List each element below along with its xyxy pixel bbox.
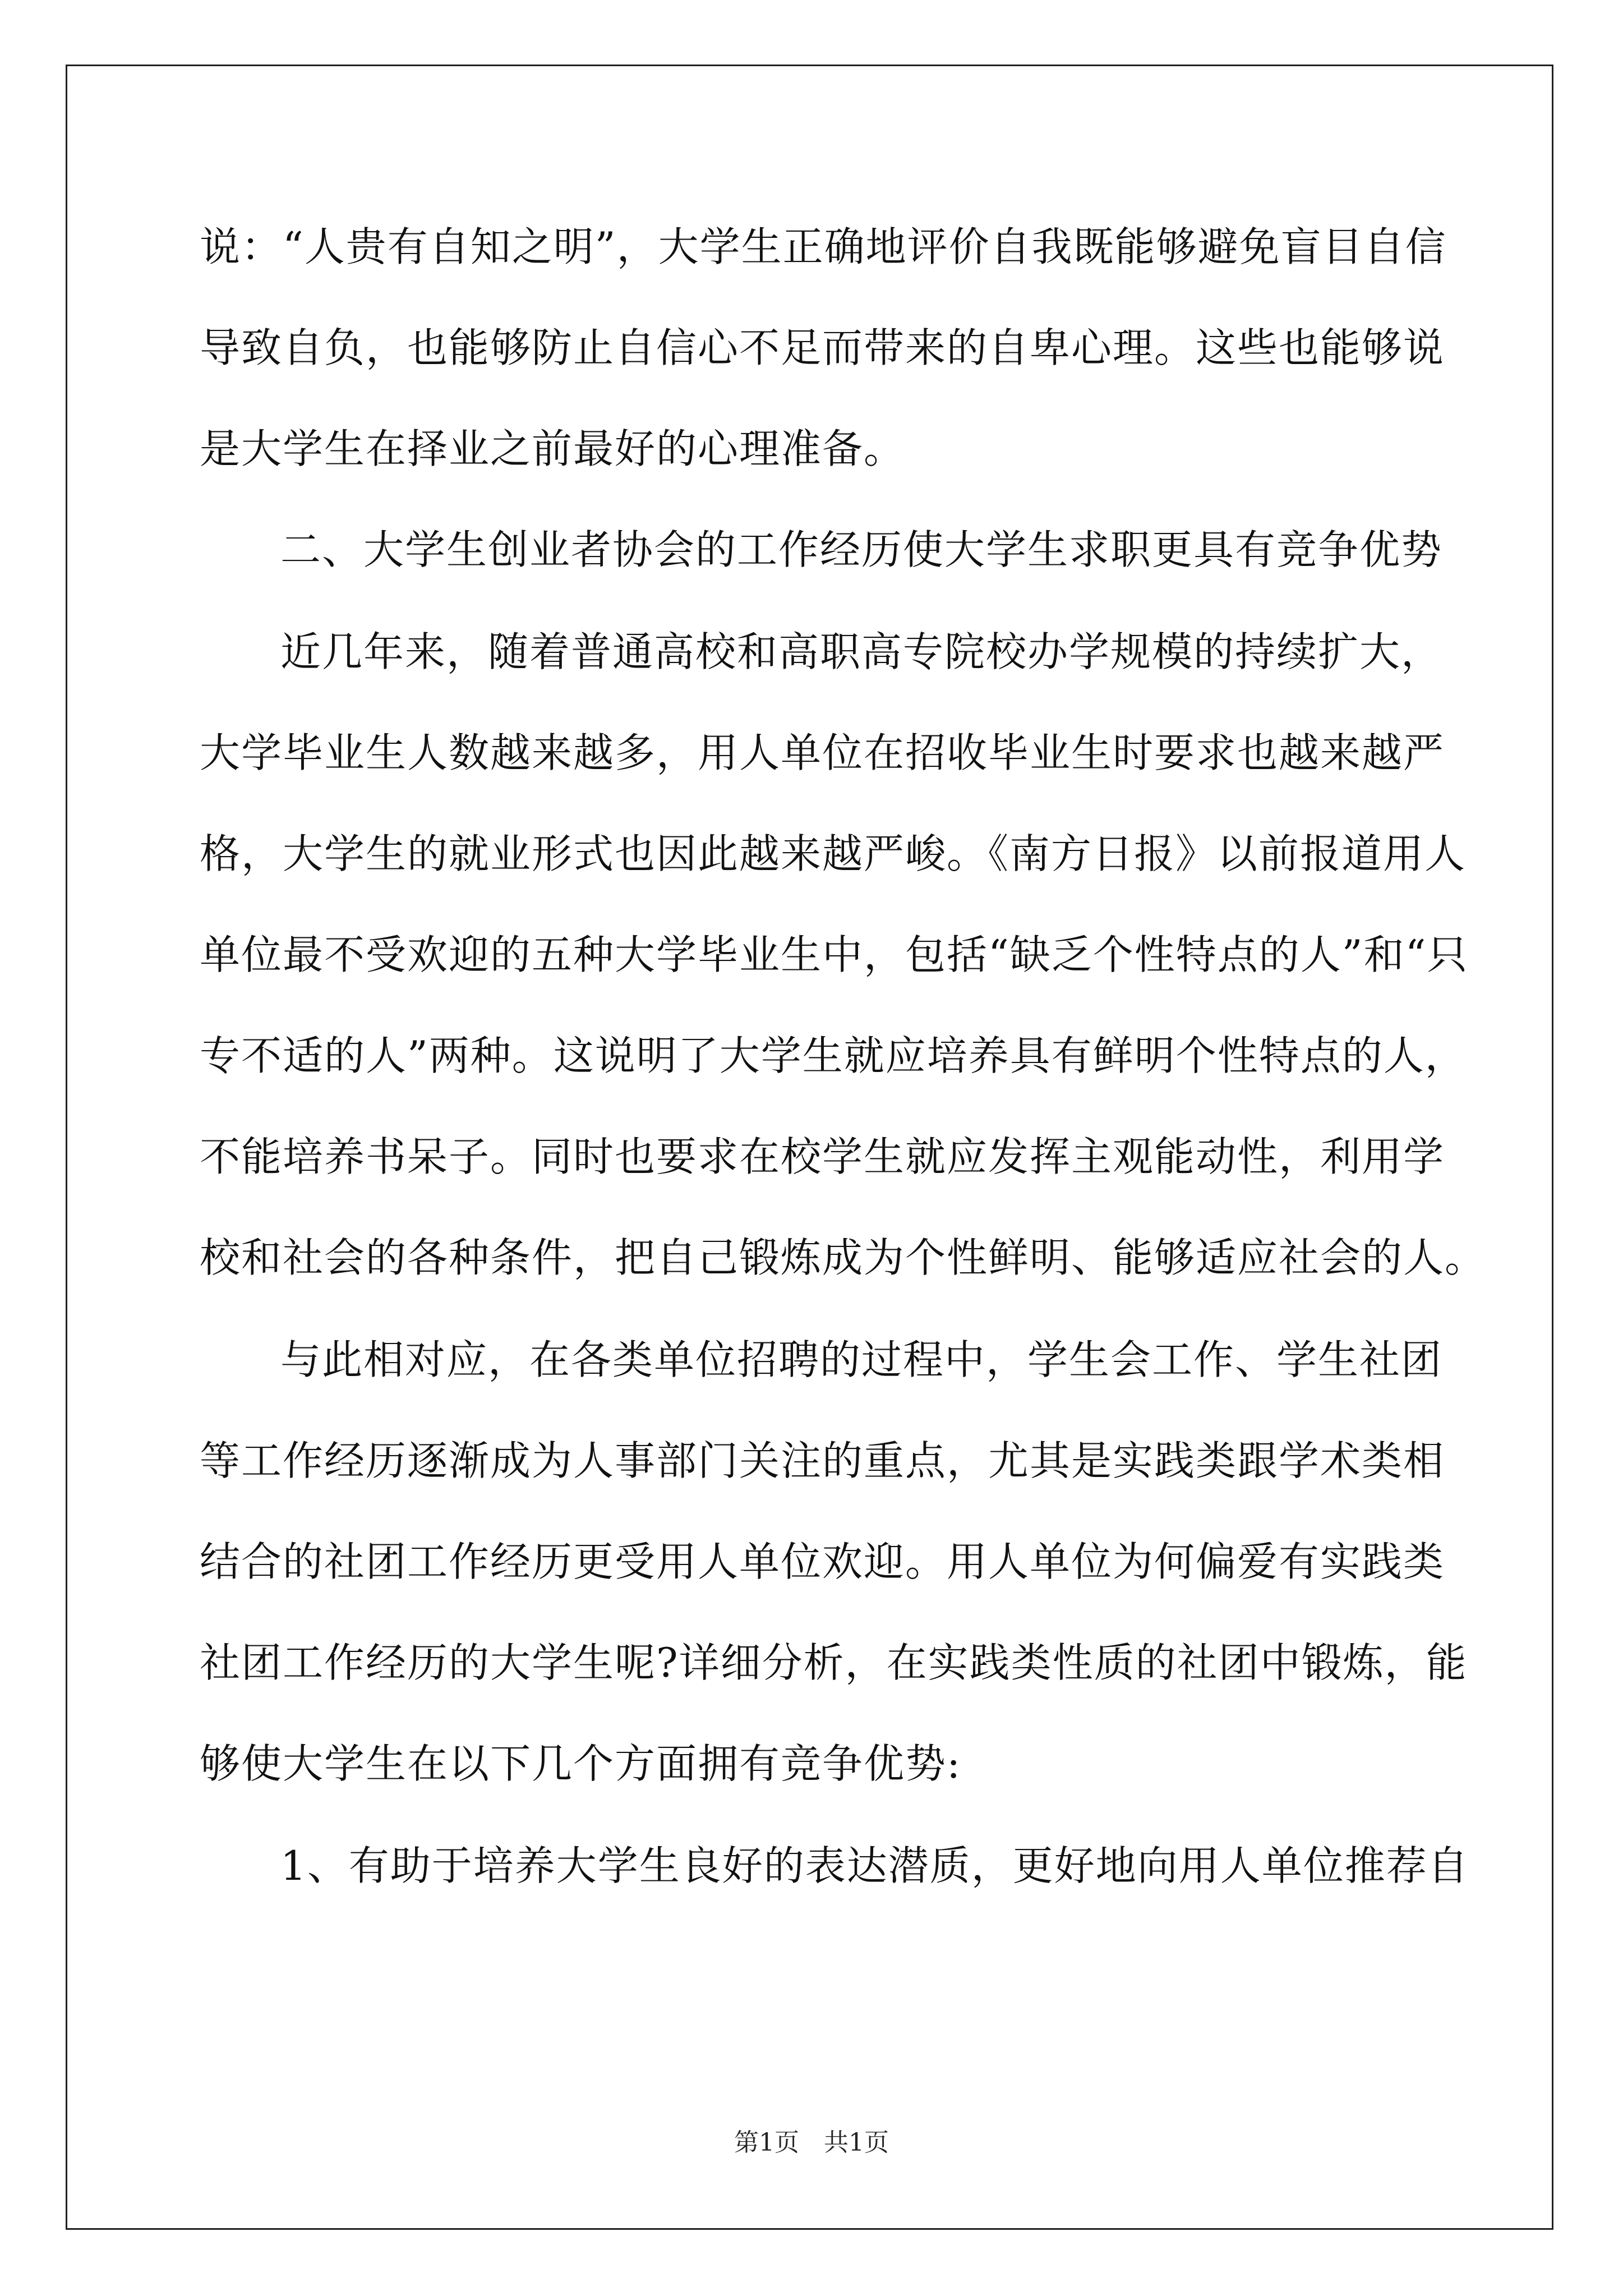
page-number-footer: 第1页 共1页 [734,2128,889,2157]
text-line-6: 大学毕业生人数越来越多，用人单位在招收毕业生时要求也越来越严 [200,729,1445,776]
text-line-3: 是大学生在择业之前最好的心理准备。 [200,425,906,472]
text-line-2: 导致自负，也能够防止自信心不足而带来的自卑心理。这些也能够说 [200,324,1445,371]
text-line-7: 格，大学生的就业形式也因此越来越严峻。《南方日报》以前报道用人 [200,830,1467,877]
text-line-15: 社团工作经历的大学生呢?详细分析，在实践类性质的社团中锻炼，能 [200,1639,1468,1686]
text-line-11: 校和社会的各种条件，把自己锻炼成为个性鲜明、能够适应社会的人。 [200,1234,1487,1281]
text-line-17: 1、有助于培养大学生良好的表达潜质，更好地向用人单位推荐自 [280,1842,1469,1889]
text-line-13: 等工作经历逐渐成为人事部门关注的重点，尤其是实践类跟学术类相 [200,1437,1445,1484]
text-line-8: 单位最不受欢迎的五种大学毕业生中，包括“缺乏个性特点的人”和“只 [200,931,1469,978]
text-line-16: 够使大学生在以下几个方面拥有竞争优势: [200,1740,962,1787]
text-line-14: 结合的社团工作经历更受用人单位欢迎。用人单位为何偏爱有实践类 [200,1538,1445,1585]
text-line-5: 近几年来，随着普通高校和高职高专院校办学规模的持续扩大， [280,628,1443,675]
text-line-1: 说：“人贵有自知之明”，大学生正确地评价自我既能够避免盲目自信 [200,223,1447,270]
text-line-9: 专不适的人”两种。这说明了大学生就应培养具有鲜明个性特点的人， [200,1032,1467,1079]
text-line-10: 不能培养书呆子。同时也要求在校学生就应发挥主观能动性，利用学 [200,1133,1445,1180]
text-line-12: 与此相对应，在各类单位招聘的过程中，学生会工作、学生社团 [280,1336,1443,1383]
section-heading: 二、大学生创业者协会的工作经历使大学生求职更具有竞争优势 [280,526,1443,573]
